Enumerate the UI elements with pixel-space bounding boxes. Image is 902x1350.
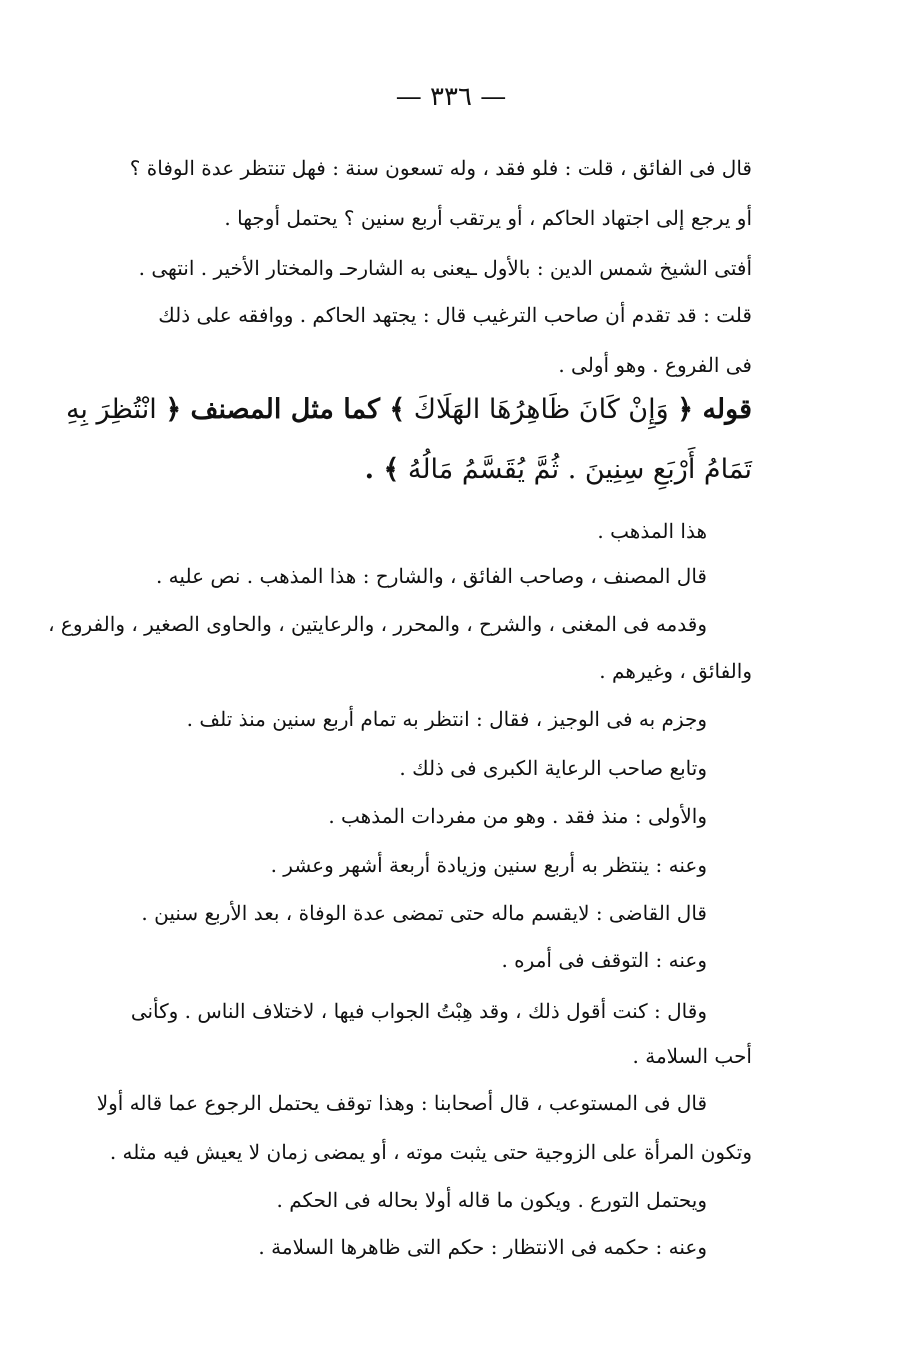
body-line: وقدمه فى المغنى ، والشرح ، والمحرر ، والرعايتين ، والحاوى الصغير ، والفروع ، xyxy=(48,612,707,636)
body-line: وعنه : حكمه فى الانتظار : حكم التى ظاهرها السلامة . xyxy=(258,1235,707,1259)
quran-text: انْتُظِرَ بِهِ xyxy=(65,394,166,425)
body-line: أحب السلامة . xyxy=(632,1044,752,1068)
paragraph-line: قلت : قد تقدم أن صاحب الترغيب قال : يجتهد الحاكم . ووافقه على ذلك xyxy=(158,303,752,327)
body-line: وتكون المرأة على الزوجية حتى يثبت موته ، أو يمضى زمان لا يعيش فيه مثله . xyxy=(109,1140,752,1164)
body-line: قال المصنف ، وصاحب الفائق ، والشارح : هذا المذهب . نص عليه . xyxy=(155,564,707,588)
quote-prefix: قوله ﴿ xyxy=(677,394,752,425)
body-line: قال القاضى : لايقسم ماله حتى تمضى عدة الوفاة ، بعد الأربع سنين . xyxy=(141,901,707,925)
paragraph-line: أو يرجع إلى اجتهاد الحاكم ، أو يرتقب أربع سنين ؟ يحتمل أوجها . xyxy=(224,206,752,230)
body-line: والأولى : منذ فقد . وهو من مفردات المذهب . xyxy=(328,804,707,828)
body-line: قال فى المستوعب ، قال أصحابنا : وهذا توقف يحتمل الرجوع عما قاله أولا xyxy=(96,1091,707,1115)
quote-line-1 xyxy=(65,394,752,425)
body-line: ويحتمل التورع . ويكون ما قاله أولا بحاله فى الحكم . xyxy=(276,1188,707,1212)
quran-text: تَمَامُ أَرْبَعِ سِنِينَ . ثُمَّ يُقَسَّمُ مَالُهُ xyxy=(399,454,752,485)
quote-line-2 xyxy=(102,454,752,485)
paragraph-line: قال فى الفائق ، قلت : فلو فقد ، وله تسعون سنة : فهل تنتظر عدة الوفاة ؟ xyxy=(129,156,752,180)
paragraph-line: أفتى الشيخ شمس الدين : بالأول ـيعنى به الشارحـ والمختار الأخير . انتهى . xyxy=(138,256,752,280)
quran-text: وَإِنْ كَانَ ظَاهِرُهَا الهَلَاكَ xyxy=(405,394,678,425)
body-line: وجزم به فى الوجيز ، فقال : انتظر به تمام أربع سنين منذ تلف . xyxy=(186,707,707,731)
body-line: وعنه : ينتظر به أربع سنين وزيادة أربعة أشهر وعشر . xyxy=(270,853,707,877)
quote-mid: ﴾ كما مثل المصنف ﴿ xyxy=(165,394,406,425)
body-line: هذا المذهب . xyxy=(597,519,707,543)
body-line: وعنه : التوقف فى أمره . xyxy=(501,948,707,972)
page-number: — ٣٣٦ — xyxy=(395,82,507,112)
body-line: وتابع صاحب الرعاية الكبرى فى ذلك . xyxy=(399,756,707,780)
body-line: والفائق ، وغيرهم . xyxy=(599,659,752,683)
paragraph-line: فى الفروع . وهو أولى . xyxy=(558,353,752,377)
body-line: وقال : كنت أقول ذلك ، وقد هِبْتُ الجواب فيها ، لاختلاف الناس . وكأنى xyxy=(130,999,707,1023)
quote-suffix: ﴾ . xyxy=(364,454,400,485)
